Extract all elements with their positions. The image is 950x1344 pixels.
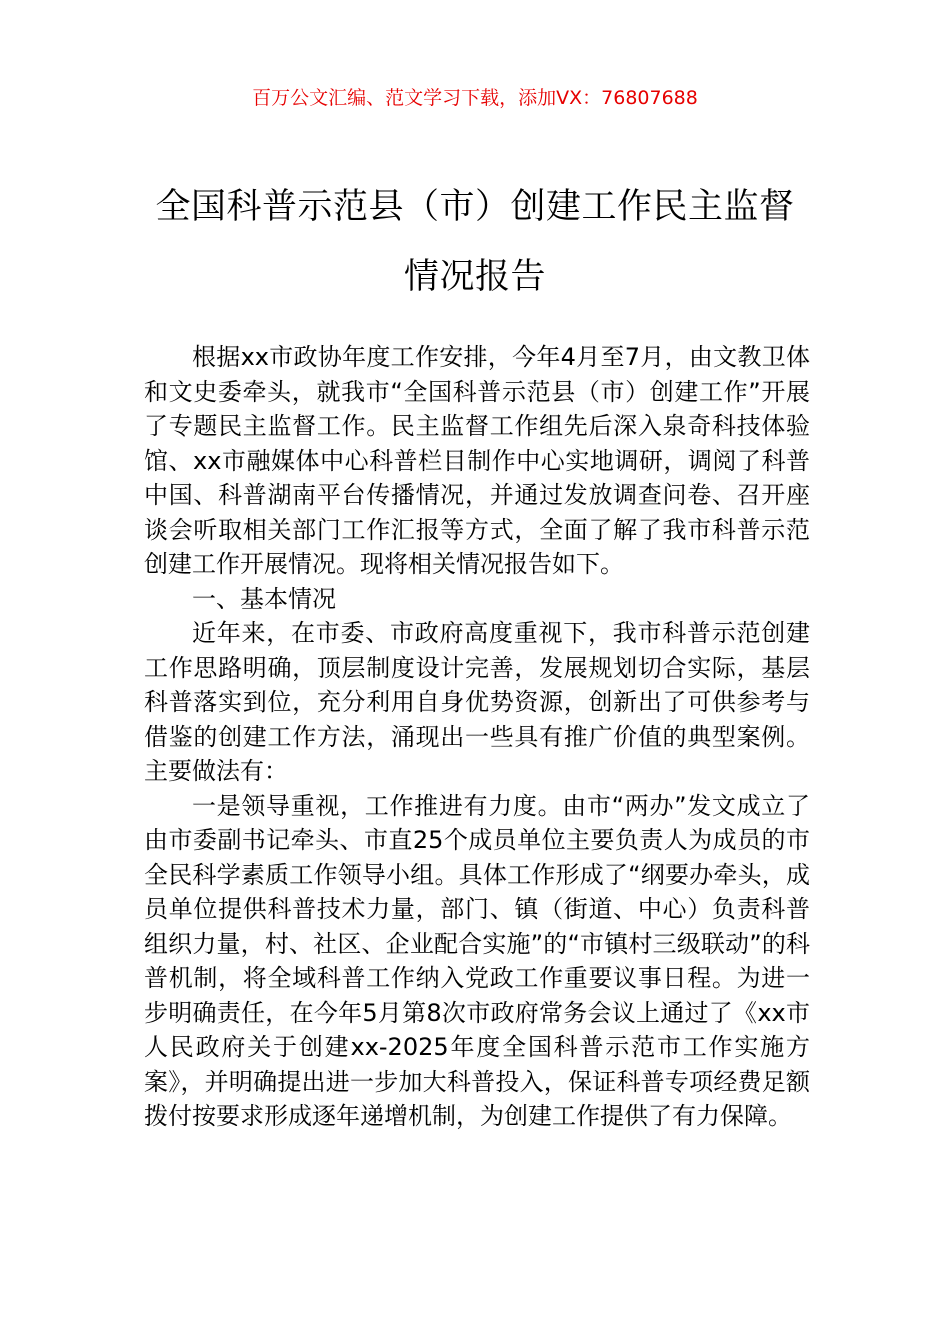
title-line-1: 全国科普示范县（市）创建工作民主监督 (155, 187, 795, 227)
section-heading: 一、基本情况 (192, 584, 336, 613)
header-note: 百万公文汇编、范文学习下载，添加VX：76807688 (252, 87, 698, 109)
paragraph-intro: 根据xx市政协年度工作安排，今年4月至7月，由文教卫体和文史委牵头，就我市“全国科普示范县（市）创建工作”开展了专题民主监督工作。民主监督工作组先后深入泉奇科技体验馆、xx市融媒体中心科普栏目制作中心实地调研，调阅了科普中国、科普湖南平台传播情况，并通过发放调查问卷、召开座谈会听取相关部门工作汇报等方式，全面了解了我市科普示范创建工作开展情况。现将相关情况报告如下。 (144, 343, 810, 578)
paragraph-section1-2: 一是领导重视，工作推进有力度。由市“两办”发文成立了由市委副书记牵头、市直25个成员单位主要负责人为成员的市全民科学素质工作领导小组。具体工作形成了“纲要办牵头，成员单位提供科普技术力量，部门、镇（街道、中心）负责科普组织力量，村、社区、企业配合实施”的“市镇村三级联动”的科普机制，将全域科普工作纳入党政工作重要议事日程。为进一步明确责任，在今年5月第8次市政府常务会议上通过了《xx市人民政府关于创建xx-2025年度全国科普示范市工作实施方案》，并明确提出进一步加大科普投入，保证科普专项经费足额拨付按要求形成逐年递增机制，为创建工作提供了有力保障。 (144, 791, 810, 1130)
document-body (144, 340, 810, 1134)
paragraph-section1-1: 近年来，在市委、市政府高度重视下，我市科普示范创建工作思路明确，顶层制度设计完善，发展规划切合实际，基层科普落实到位，充分利用自身优势资源，创新出了可供参考与借鉴的创建工作方法，涌现出一些具有推广价值的典型案例。主要做法有： (144, 619, 810, 785)
document-title (100, 172, 850, 312)
title-line-2: 情况报告 (403, 257, 546, 297)
